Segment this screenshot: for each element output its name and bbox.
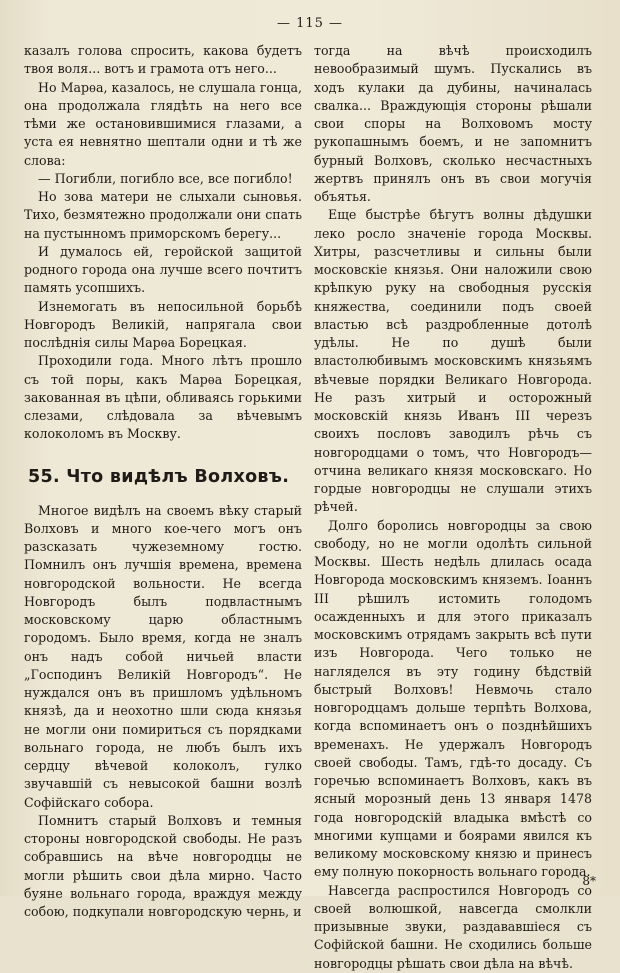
paragraph: тогда на вѣчѣ происходилъ невообразимый шумъ. Пускались въ ходъ кулаки да дубины, начиналась свалка... Враждующія стороны рѣшали свои споры на Волховомъ мосту рукопашнымъ боемъ, и не запомнитъ бурный Волховъ, сколько несчастныхъ жертвъ принялъ онъ въ свои могучія объятья. [314,43,592,204]
paragraph: Навсегда распростился Новгородъ со своей волюшкой, навсегда смолкли призывные звуки, раздававшіеся съ Софійской башни. Не сходились больше новгородцы рѣшать свои дѣла на вѣчѣ. [314,882,592,971]
paragraph: Проходили года. Много лѣтъ прошло съ той поры, какъ Марѳа Борецкая, закованная въ цѣпи, обливаясь горькими слезами, слѣдовала за вѣчевымъ колоколомъ въ Москву. [24,353,302,442]
paragraph: Еще быстрѣе бѣгутъ волны дѣдушки леко росло значеніе города Москвы. Хитры, разсчетливы и сильны были московскіе князья. Они наложили свою крѣпкую руку на свободныя русскія княжества, соединили подъ своей властью всѣ раздробленные дотолѣ удѣлы. Не по душѣ были властолюбивымъ московскимъ князьямъ вѣчевые порядки Великаго Новгорода. Не разъ хитрый и осторожный московскій князь Иванъ III черезъ своихъ пословъ заводилъ рѣчь съ новгородцами о томъ, что Новгородъ—отчина великаго князя московскаго. Но гордые новгородцы не слушали этихъ рѣчей. [314,207,592,515]
left-column [24,42,302,921]
paragraph: — Погибли, погибло все, все погибло! [38,170,293,186]
right-column [314,42,592,973]
paragraph: Многое видѣлъ на своемъ вѣку старый Волховъ и много кое-чего могъ онъ разсказать чужеземному гостю. Помнилъ онъ лучшія времена, времена новгородской вольности. Не всегда Новгородъ былъ подвластнымъ московскому царю областнымъ городомъ. Было время, когда не зналъ онъ надъ собой ничьей власти „Господинъ Великій Новгородъ“. Не нуждался онъ въ пришломъ удѣльномъ князѣ, да и неохотно шли сюда князья не могли они помириться съ порядками вольнаго города, не любъ былъ ихъ сердцу вѣчевой колоколъ, гулко звучавшій съ невысокой башни возлѣ Софійскаго собора. [24,502,302,810]
paragraph: казалъ голова спросить, какова будетъ твоя воля... вотъ и грамота отъ него... [24,43,302,77]
paragraph: Но зова матери не слыхали сыновья. Тихо, безмятежно продолжали они спать на пустынномъ приморскомъ берегу... [24,189,302,241]
paragraph: Изнемогать въ непосильной борьбѣ Новгородъ Великій, напрягала свои послѣднія силы Марѳа Борецкая. [24,298,302,350]
paragraph: И думалось ей, геройской защитой родного города она лучше всего почтитъ память усопшихъ. [24,243,302,296]
paragraph: Помнитъ старый Волховъ и темныя стороны новгородской свободы. Не разъ собравшись на вѣче новгородцы не могли рѣшить свои дѣла мирно. Часто буяне вольнаго города, враждуя между собою, подкупали новгородскую чернь, и [24,812,302,919]
section-heading: 55. Что видѣлъ Волховъ. [28,466,290,487]
page-number: — 115 — [276,16,344,31]
paragraph: Долго боролись новгородцы за свою свободу, но не могли одолѣть сильной Москвы. Шесть недѣль длилась осада Новгорода московскимъ княземъ. Іоаннъ III рѣшилъ истомить голодомъ осажденныхъ и для этого приказалъ московскимъ отрядамъ закрыть всѣ пути изъ Новгорода. Чего только не нагляделся въ эту годину бѣдствій быстрый Волховъ! Невмочь стало новгородцамъ дольше терпѣть Волхова, когда вспоминаетъ онъ о позднѣйшихъ временахъ. Не удержалъ Новгородъ своей свободы. Тамъ, гдѣ-то досаду. Съ горечью вспоминаетъ Волховъ, какъ въ ясный морозный день 13 января 1478 года новгородскій владыка вмѣстѣ со многими купцами и боярами явился къ великому московскому князю и принесъ ему полную покорность вольнаго города. [314,517,592,880]
paragraph: Но Марѳа, казалось, не слушала гонца, она продолжала глядѣть на него все тѣми же остановившимися глазами, а уста ея невнятно шептали одни и тѣ же слова: [24,79,302,168]
printer-signature: 8* [582,874,596,888]
